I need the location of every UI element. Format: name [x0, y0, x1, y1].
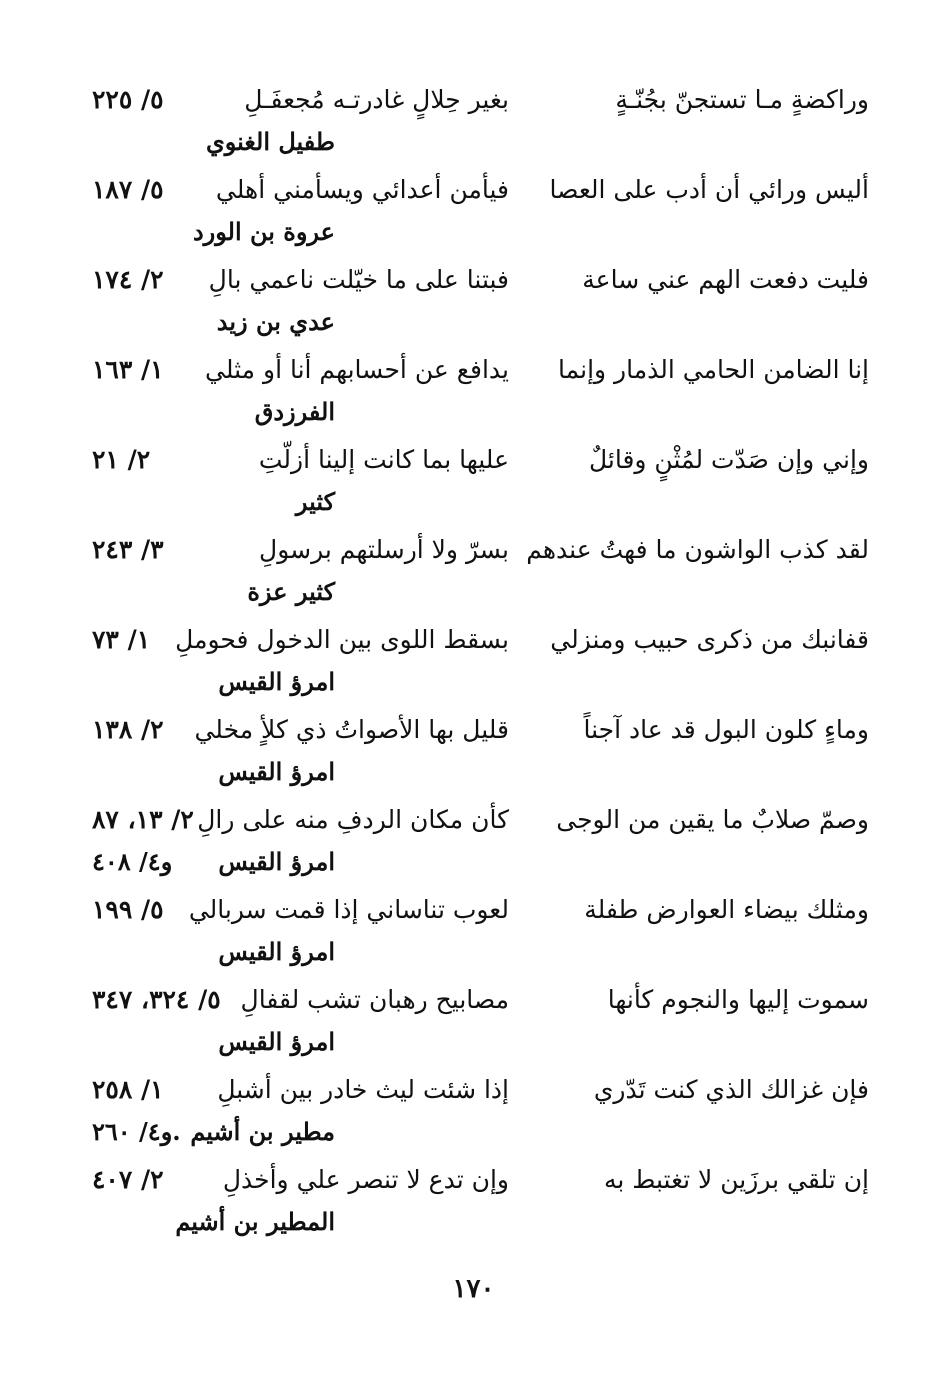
second-hemistich: فيأمن أعدائي ويسأمني أهلي: [215, 175, 509, 204]
poet-name: كثير: [295, 487, 335, 516]
verse-entry: [0, 170, 947, 260]
verse-entry: [0, 260, 947, 350]
extra-ref: و٤/ ٢٦٠.: [92, 1117, 181, 1146]
first-hemistich: وصمّ صلابٌ ما يقين من الوجى: [556, 805, 869, 834]
poet-name: المطير بن أشيم: [175, 1207, 335, 1236]
poet-name: امرؤ القيس: [218, 937, 335, 966]
second-hemistich: فبتنا على ما خيّلت ناعمي بالِ: [208, 265, 509, 294]
verse-entry: [0, 530, 947, 620]
verse-entry: [0, 80, 947, 170]
first-hemistich: إن تلقي برزَين لا تغتبط به: [603, 1165, 869, 1194]
poet-name: امرؤ القيس: [218, 757, 335, 786]
verse-entry: [0, 1160, 947, 1250]
volume-page-ref: ٥/ ٢٢٥: [92, 85, 164, 114]
verse-entry: [0, 440, 947, 530]
verse-entry: [0, 710, 947, 800]
volume-page-ref: ٥/ ٣٢٤، ٣٤٧: [92, 985, 221, 1014]
volume-page-ref: ٢/ ١٧٤: [92, 265, 164, 294]
second-hemistich: بسقط اللوى بين الدخول فحوملِ: [175, 625, 509, 654]
volume-page-ref: ٥/ ١٩٩: [92, 895, 164, 924]
volume-page-ref: ١/ ١٦٣: [92, 355, 164, 384]
second-hemistich: لعوب تناساني إذا قمت سربالي: [188, 895, 509, 924]
verse-entry: [0, 1070, 947, 1160]
poet-name: امرؤ القيس: [218, 667, 335, 696]
first-hemistich: ومثلك بيضاء العوارض طفلة: [584, 895, 869, 924]
volume-page-ref: ٢/ ١٣، ٨٧: [92, 805, 194, 834]
verse-entry: [0, 890, 947, 980]
verse-entry: [0, 980, 947, 1070]
volume-page-ref: ١/ ٧٣: [92, 625, 151, 654]
first-hemistich: وماءٍ كلون البول قد عاد آجناً: [583, 715, 869, 744]
extra-ref: و٤/ ٤٠٨: [92, 847, 173, 876]
first-hemistich: وراكضةٍ مـا تستجنّ بجُنّـةٍ: [615, 85, 869, 114]
second-hemistich: إذا شئت ليث خادر بين أشبلِ: [217, 1075, 509, 1104]
second-hemistich: وإن تدع لا تنصر علي وأخذلِ: [222, 1165, 509, 1194]
poet-name: عروة بن الورد: [192, 217, 335, 246]
poet-name: الفرزدق: [254, 397, 335, 426]
verse-entry: [0, 350, 947, 440]
second-hemistich: مصابيح رهبان تشب لقفالِ: [240, 985, 509, 1014]
verse-entry: [0, 620, 947, 710]
poet-name: عدي بن زيد: [216, 307, 335, 336]
volume-page-ref: ٥/ ١٨٧: [92, 175, 164, 204]
second-hemistich: قليل بها الأصواتُ ذي كلأٍ مخلي: [194, 715, 509, 744]
first-hemistich: قفانبك من ذكرى حبيب ومنزلي: [550, 625, 869, 654]
volume-page-ref: ٢/ ١٣٨: [92, 715, 164, 744]
first-hemistich: أليس ورائي أن أدب على العصا: [549, 175, 869, 204]
second-hemistich: بسرّ ولا أرسلتهم برسولِ: [259, 535, 509, 564]
volume-page-ref: ١/ ٢٥٨: [92, 1075, 164, 1104]
first-hemistich: إنا الضامن الحامي الذمار وإنما: [558, 355, 869, 384]
second-hemistich: عليها بما كانت إلينا أزلّتِ: [258, 445, 509, 474]
volume-page-ref: ٣/ ٢٤٣: [92, 535, 164, 564]
second-hemistich: يدافع عن أحسابهم أنا أو مثلي: [205, 355, 509, 384]
poet-name: امرؤ القيس: [218, 1027, 335, 1056]
page-number: ١٧٠: [452, 1274, 495, 1304]
second-hemistich: كأن مكان الردفِ منه على رالِ: [197, 805, 509, 834]
first-hemistich: فإن غزالك الذي كنت تَدّري: [593, 1075, 869, 1104]
poet-name: مطير بن أشيم: [190, 1117, 335, 1146]
verse-entry: [0, 800, 947, 890]
first-hemistich: لقد كذب الواشون ما فهتُ عندهم: [526, 535, 869, 564]
first-hemistich: وإني وإن صَدّت لمُثْنٍ وقائلٌ: [588, 445, 869, 474]
first-hemistich: فليت دفعت الهم عني ساعة: [582, 265, 869, 294]
volume-page-ref: ٢/ ٤٠٧: [92, 1165, 164, 1194]
first-hemistich: سموت إليها والنجوم كأنها: [607, 985, 869, 1014]
poet-name: طفيل الغنوي: [206, 127, 335, 156]
poet-name: امرؤ القيس: [218, 847, 335, 876]
volume-page-ref: ٢/ ٢١: [92, 445, 151, 474]
second-hemistich: بغير حِلالٍ غادرتـه مُجعفَـلِ: [244, 85, 509, 114]
poet-name: كثير عزة: [247, 577, 335, 606]
